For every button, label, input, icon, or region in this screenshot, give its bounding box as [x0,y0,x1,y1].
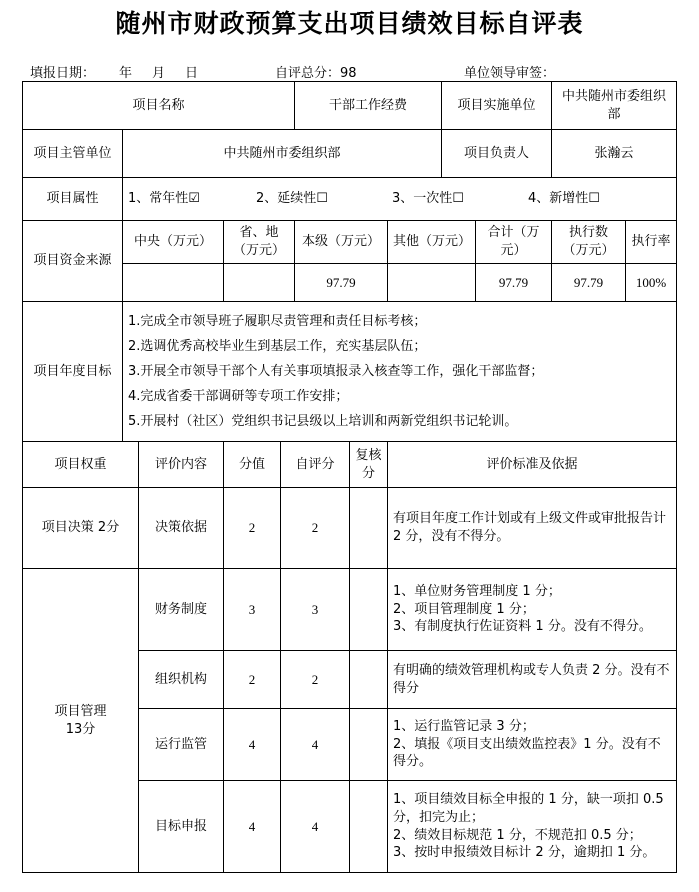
eval-content: 决策依据 [139,488,224,569]
day-label: 日 [185,66,199,81]
eval-self-score: 2 [281,488,350,569]
eval-score: 2 [224,651,281,709]
funds-header-province: 省、地（万元） [224,221,295,264]
attr-option-one-time: 3、一次性☐ [392,191,464,207]
eval-content: 组织机构 [139,651,224,709]
goal-item: 4.完成省委干部调研等专项工作安排； [128,389,349,404]
standard-line: 3、按时申报绩效目标计 2 分，逾期扣 1 分。 [393,845,656,861]
eval-header-review: 复核分 [350,442,388,488]
annual-goals-list [123,302,677,442]
year-label: 年 [119,66,133,81]
standard-line: 2、填报《项目支出绩效监控表》1 分。没有不得分。 [393,736,661,770]
eval-self-score: 4 [281,781,350,873]
evaluation-form [22,81,677,873]
eval-score: 3 [224,569,281,651]
project-attr-label: 项目属性 [23,178,123,221]
funds-value-central [123,264,224,302]
funds-header-local: 本级（万元） [295,221,388,264]
eval-review-score [350,781,388,873]
impl-unit-value: 中共随州市委组织部 [552,82,677,130]
attr-option-new: 4、新增性☐ [528,191,600,207]
leader-value: 张瀚云 [552,130,677,178]
funds-header-executed: 执行数（万元） [552,221,626,264]
goal-item: 1.完成全市领导班子履职尽责管理和责任目标考核； [128,314,427,329]
eval-standard [388,709,677,781]
project-name-label: 项目名称 [23,82,295,130]
eval-self-score: 3 [281,569,350,651]
eval-self-score: 4 [281,709,350,781]
standard-line: 1、项目绩效目标全申报的 1 分，缺一项扣 0.5 分，扣完为止； [393,792,664,825]
eval-standard [388,781,677,873]
eval-standard [388,651,677,709]
month-label: 月 [152,66,166,81]
eval-header-content: 评价内容 [139,442,224,488]
attr-option-recurring: 1、常年性☑ [128,191,200,207]
project-name-value: 干部工作经费 [295,82,442,130]
funds-value-local: 97.79 [295,264,388,302]
annual-goals-label: 项目年度目标 [23,302,123,442]
leader-review-label: 单位领导审签： [464,66,556,81]
eval-review-score [350,651,388,709]
funds-header-rate: 执行率 [626,221,677,264]
leader-label: 项目负责人 [442,130,552,178]
goal-item: 5.开展村（社区）党组织书记县级以上培训和两新党组织书记轮训。 [128,414,518,429]
standard-line: 3、有制度执行佐证资料 1 分。没有不得分。 [393,619,652,635]
weight-decision: 项目决策 2分 [23,488,139,569]
eval-score: 2 [224,488,281,569]
standard-line: 2、绩效目标规范 1 分，不规范扣 0.5 分； [393,827,642,843]
eval-content: 财务制度 [139,569,224,651]
supervisor-value: 中共随州市委组织部 [123,130,442,178]
standard-line: 1、单位财务管理制度 1 分； [393,584,561,600]
funds-label: 项目资金来源 [23,221,123,302]
eval-content: 运行监管 [139,709,224,781]
eval-score: 4 [224,781,281,873]
goal-item: 3.开展全市领导干部个人有关事项填报录入核查等工作，强化干部监督； [128,364,544,379]
eval-header-standard: 评价标准及依据 [388,442,677,488]
eval-review-score [350,709,388,781]
project-attr-options [123,178,677,221]
attr-option-continuing: 2、延续性☐ [256,191,328,207]
page-title: 随州市财政预算支出项目绩效目标自评表 [115,9,584,38]
standard-line: 有明确的绩效管理机构或专人负责 2 分。没有不得分 [393,662,670,696]
eval-review-score [350,569,388,651]
funds-value-total: 97.79 [476,264,552,302]
funds-header-total: 合计（万元） [476,221,552,264]
funds-value-executed: 97.79 [552,264,626,302]
funds-value-province [224,264,295,302]
supervisor-label: 项目主管单位 [23,130,123,178]
eval-header-self: 自评分 [281,442,350,488]
funds-header-other: 其他（万元） [388,221,476,264]
eval-header-score: 分值 [224,442,281,488]
standard-line: 1、运行监管记录 3 分； [393,719,535,735]
eval-score: 4 [224,709,281,781]
eval-self-score: 2 [281,651,350,709]
weight-management: 项目管理 13分 [23,569,139,873]
impl-unit-label: 项目实施单位 [442,82,552,130]
eval-review-score [350,488,388,569]
eval-standard [388,569,677,651]
standard-line: 有项目年度工作计划或有上级文件或审批报告计 2 分，没有不得分。 [393,511,667,544]
eval-header-weight: 项目权重 [23,442,139,488]
funds-value-rate: 100% [626,264,677,302]
fill-date-label: 填报日期： [30,66,96,81]
self-score-total: 自评总分：98 [275,66,357,81]
funds-value-other [388,264,476,302]
eval-content: 目标申报 [139,781,224,873]
standard-line: 2、项目管理制度 1 分； [393,601,535,617]
funds-header-central: 中央（万元） [123,221,224,264]
goal-item: 2.选调优秀高校毕业生到基层工作，充实基层队伍； [128,339,427,354]
eval-standard [388,488,677,569]
